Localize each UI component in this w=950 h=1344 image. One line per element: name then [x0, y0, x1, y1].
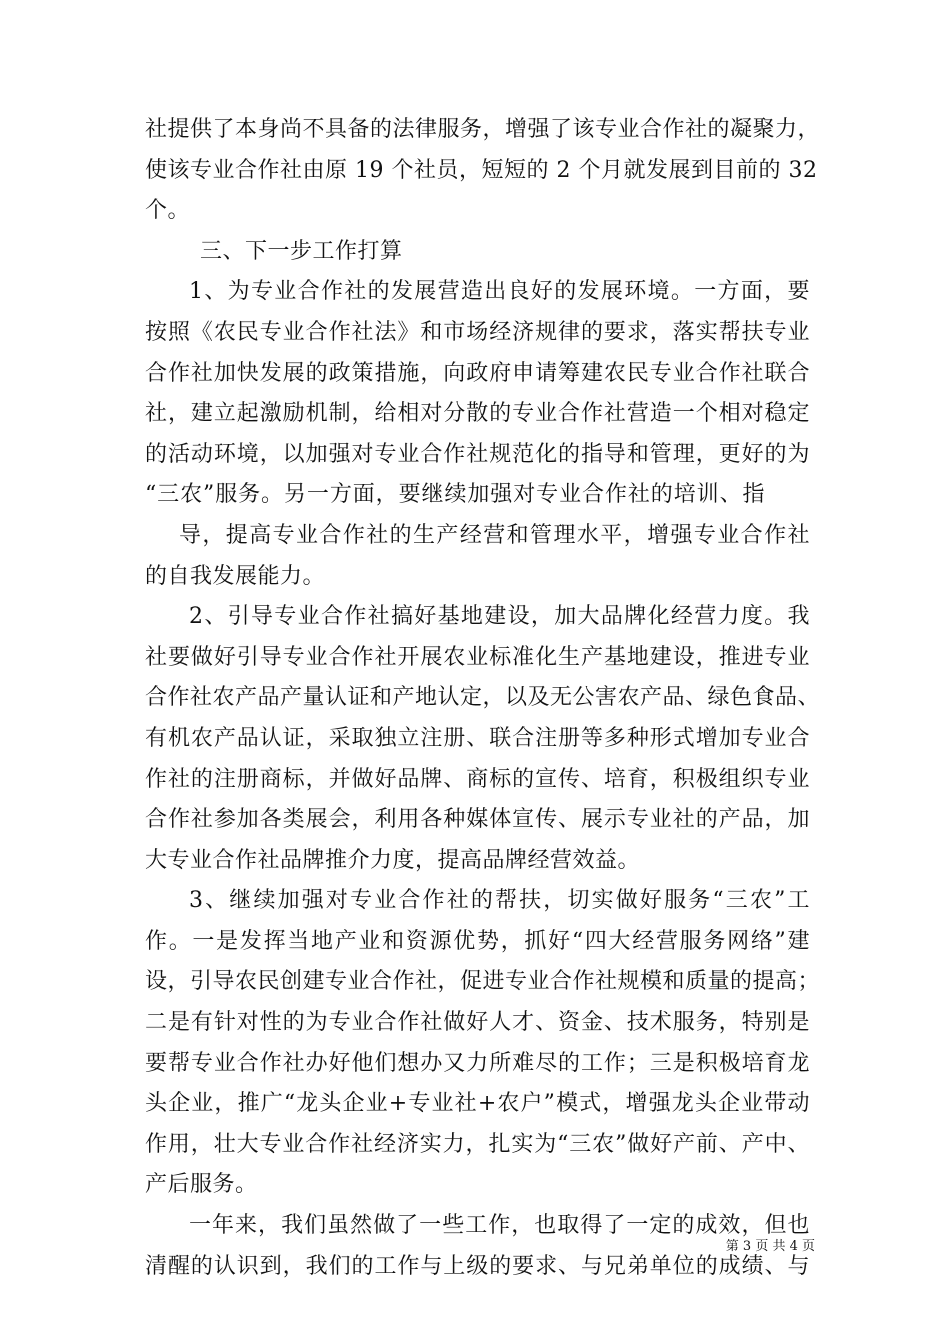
text-line: 的活动环境，以加强对专业合作社规范化的指导和管理，更好的为: [145, 441, 810, 467]
text-line: 社，建立起激励机制，给相对分散的专业合作社营造一个相对稳定: [145, 401, 810, 427]
text-line: 社提供了本身尚不具备的法律服务，增强了该专业合作社的凝聚力，: [145, 117, 821, 142]
text-line: 个。: [145, 198, 191, 224]
text-line: 按照《农民专业合作社法》和市场经济规律的要求，落实帮扶专业: [145, 319, 810, 345]
text-line: “三农”服务。另一方面，要继续加强对专业合作社的培训、指: [145, 482, 765, 508]
text-line: 二是有针对性的为专业合作社做好人才、资金、技术服务，特别是: [145, 1010, 810, 1036]
section-heading: 三、下一步工作打算: [200, 238, 403, 264]
text-line: 清醒的认识到，我们的工作与上级的要求、与兄弟单位的成绩、与: [145, 1253, 810, 1279]
text-line: 2、引导专业合作社搞好基地建设，加大品牌化经营力度。我: [189, 604, 810, 630]
text-line: 产后服务。: [145, 1172, 258, 1198]
text-line: 头企业，推广“龙头企业+专业社+农户”模式，增强龙头企业带动: [145, 1091, 810, 1117]
document-body: [145, 110, 821, 1287]
text-line: 有机农产品认证，采取独立注册、联合注册等多种形式增加专业合: [145, 725, 810, 751]
text-line: 的自我发展能力。: [145, 563, 326, 589]
text-line: 作用，壮大专业合作社经济实力，扎实为“三农”做好产前、产中、: [145, 1131, 810, 1157]
text-line: 3、继续加强对专业合作社的帮扶，切实做好服务“三农”工: [189, 888, 810, 914]
text-line: 作社的注册商标，并做好品牌、商标的宣传、培育，积极组织专业: [145, 766, 810, 792]
text-line: 使该专业合作社由原 19 个社员，短短的 2 个月就发展到目前的 32: [145, 157, 818, 183]
text-line: 社要做好引导专业合作社开展农业标准化生产基地建设，推进专业: [145, 644, 810, 670]
text-line: 设，引导农民创建专业合作社，促进专业合作社规模和质量的提高；: [145, 969, 821, 995]
text-line: 作。一是发挥当地产业和资源优势，抓好“四大经营服务网络”建: [145, 928, 810, 954]
text-line: 合作社参加各类展会，利用各种媒体宣传、展示专业社的产品，加: [145, 807, 810, 833]
text-line: 合作社加快发展的政策措施，向政府申请筹建农民专业合作社联合: [145, 360, 810, 386]
text-line: 要帮专业合作社办好他们想办又力所难尽的工作；三是积极培育龙: [145, 1050, 810, 1076]
text-line: 一年来，我们虽然做了一些工作，也取得了一定的成效，但也: [189, 1213, 810, 1239]
page-number: 第 3 页 共 4 页: [725, 1239, 815, 1254]
text-line: 大专业合作社品牌推介力度，提高品牌经营效益。: [145, 847, 641, 873]
text-line: 1、为专业合作社的发展营造出良好的发展环境。一方面，要: [189, 279, 810, 305]
text-line: 合作社农产品产量认证和产地认定，以及无公害农产品、绿色食品、: [145, 685, 821, 711]
text-line: 导，提高专业合作社的生产经营和管理水平，增强专业合作社: [179, 522, 810, 548]
